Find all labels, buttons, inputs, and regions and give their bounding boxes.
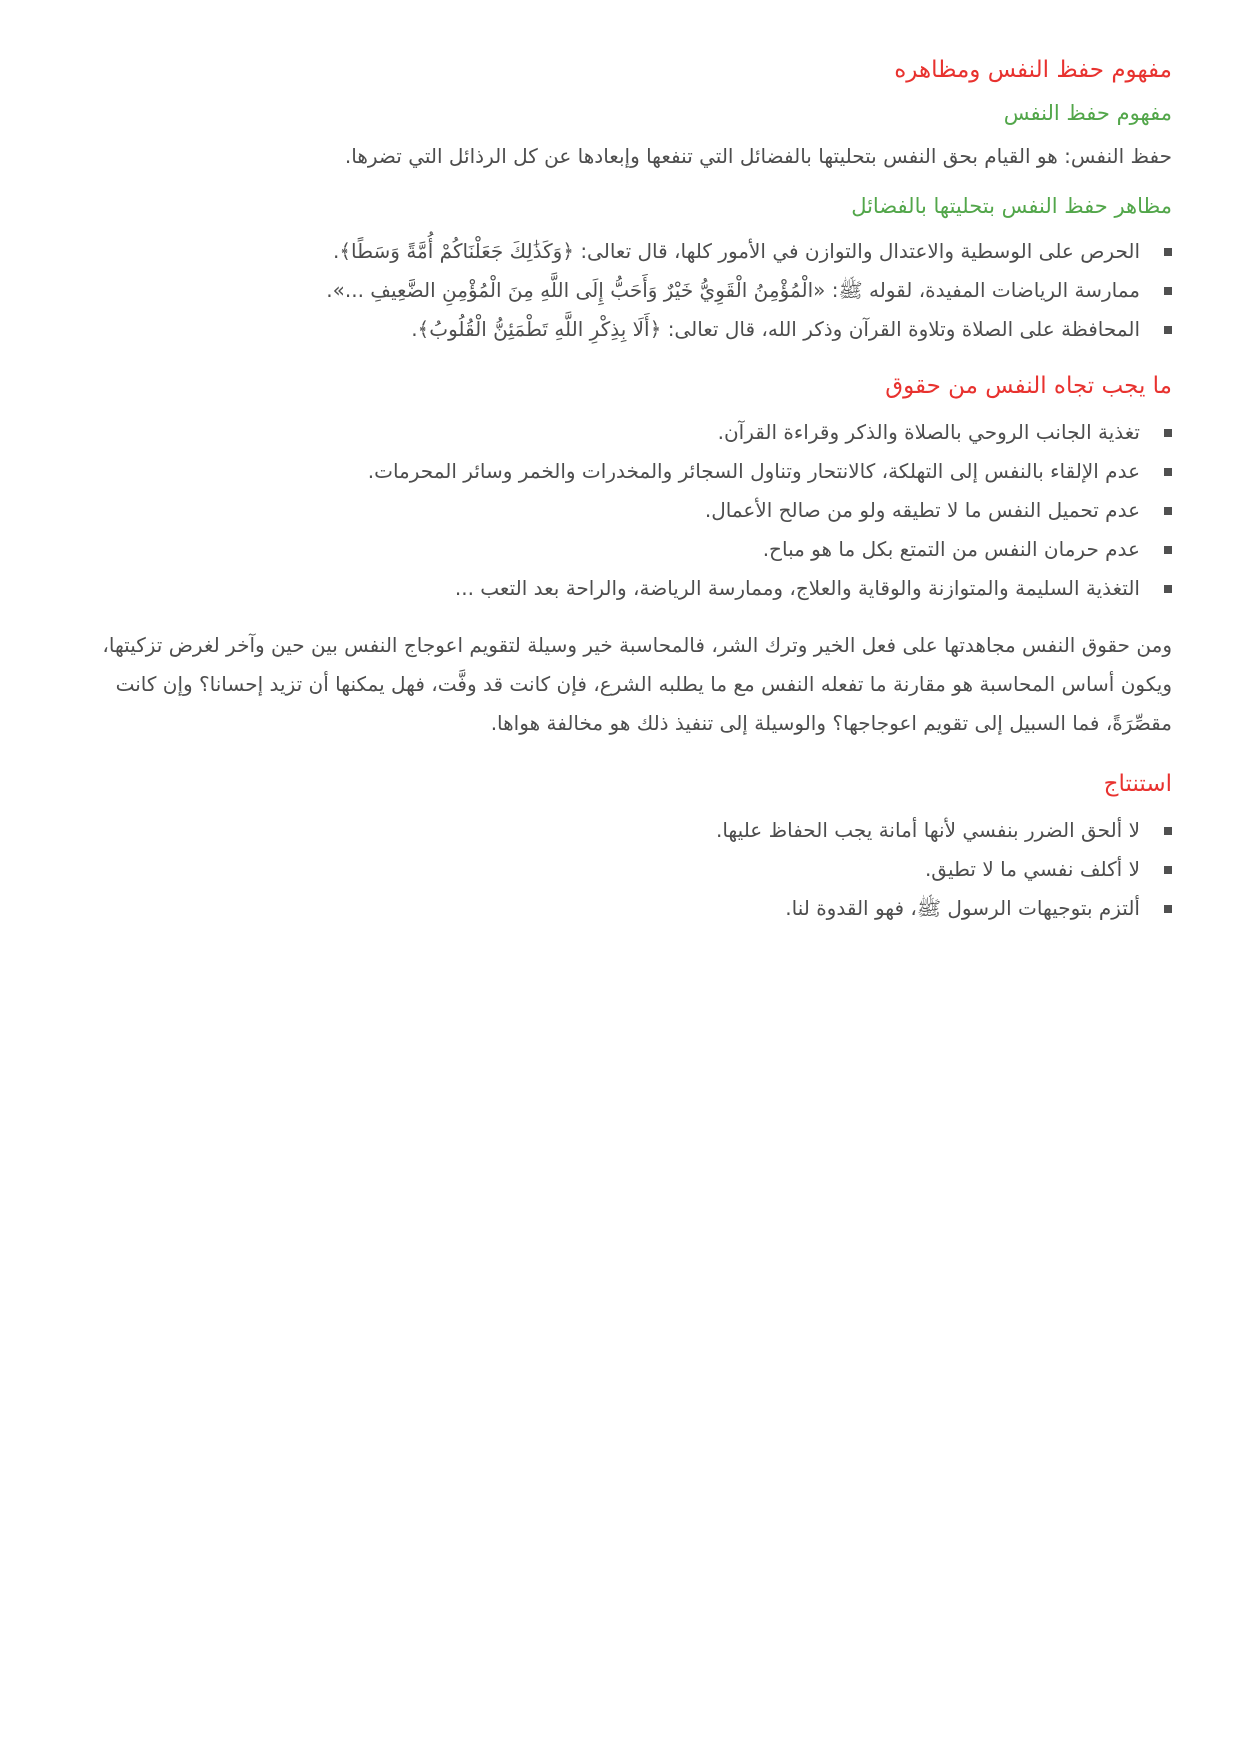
list-item: عدم الإلقاء بالنفس إلى التهلكة، كالانتحار وتناول السجائر والمخدرات والخمر وسائر المحرمات. <box>76 452 1172 491</box>
list-item: عدم تحميل النفس ما لا تطيقه ولو من صالح الأعمال. <box>76 491 1172 530</box>
square-bullet-icon <box>1164 827 1172 835</box>
square-bullet-icon <box>1164 866 1172 874</box>
definition-paragraph: حفظ النفس: هو القيام بحق النفس بتحليتها بالفضائل التي تنفعها وإبعادها عن كل الرذائل التي تضرها. <box>344 144 1172 168</box>
section-title-conclusion: استنتاج <box>1103 771 1172 797</box>
list-item: التغذية السليمة والمتوازنة والوقاية والعلاج، وممارسة الرياضة، والراحة بعد التعب ... <box>76 569 1172 608</box>
square-bullet-icon <box>1164 326 1172 334</box>
list-item: لا أكلف نفسي ما لا تطيق. <box>76 850 1172 889</box>
section-title-concept-and-manifestations: مفهوم حفظ النفس ومظاهره <box>894 57 1172 83</box>
rights-list <box>76 413 1172 608</box>
subtitle-concept: مفهوم حفظ النفس <box>1003 101 1172 125</box>
list-item: المحافظة على الصلاة وتلاوة القرآن وذكر الله، قال تعالى: ﴿أَلَا بِذِكْرِ اللَّهِ تَطْمَئِنُّ الْقُلُوبُ﴾. <box>76 310 1172 349</box>
list-item: ممارسة الرياضات المفيدة، لقوله ﷺ: «الْمُؤْمِنُ الْقَوِيُّ خَيْرٌ وَأَحَبُّ إِلَى اللَّهِ مِنَ الْمُؤْمِنِ الضَّعِيفِ ...». <box>76 271 1172 310</box>
document-page <box>76 0 1172 928</box>
list-item: لا ألحق الضرر بنفسي لأنها أمانة يجب الحفاظ عليها. <box>76 811 1172 850</box>
square-bullet-icon <box>1164 546 1172 554</box>
list-item: ألتزم بتوجيهات الرسول ﷺ، فهو القدوة لنا. <box>76 889 1172 928</box>
square-bullet-icon <box>1164 585 1172 593</box>
manifestations-list <box>76 232 1172 349</box>
square-bullet-icon <box>1164 429 1172 437</box>
square-bullet-icon <box>1164 468 1172 476</box>
square-bullet-icon <box>1164 287 1172 295</box>
square-bullet-icon <box>1164 507 1172 515</box>
subtitle-manifestations: مظاهر حفظ النفس بتحليتها بالفضائل <box>851 194 1172 218</box>
section-title-rights: ما يجب تجاه النفس من حقوق <box>885 373 1172 399</box>
list-item: عدم حرمان النفس من التمتع بكل ما هو مباح. <box>76 530 1172 569</box>
conclusion-list <box>76 811 1172 928</box>
square-bullet-icon <box>1164 248 1172 256</box>
self-accounting-paragraph: ومن حقوق النفس مجاهدتها على فعل الخير وترك الشر، فالمحاسبة خير وسيلة لتقويم اعوجاج النفس بين حين وآخر لغرض تزكيتها، ويكون أساس المحاسبة هو مقارنة ما تفعله النفس مع ما يطلبه الشرع، فإن كانت قد وفَّت، فهل يمكنها أن تزيد إحسانا؟ وإن كانت مقصِّرَةً، فما السبيل إلى تقويم اعوجاجها؟ والوسيلة إلى تنفيذ ذلك هو مخالفة هواها. <box>102 633 1172 735</box>
list-item: الحرص على الوسطية والاعتدال والتوازن في الأمور كلها، قال تعالى: ﴿وَكَذَٰلِكَ جَعَلْنَاكُمْ أُمَّةً وَسَطًا﴾. <box>76 232 1172 271</box>
list-item: تغذية الجانب الروحي بالصلاة والذكر وقراءة القرآن. <box>76 413 1172 452</box>
square-bullet-icon <box>1164 905 1172 913</box>
